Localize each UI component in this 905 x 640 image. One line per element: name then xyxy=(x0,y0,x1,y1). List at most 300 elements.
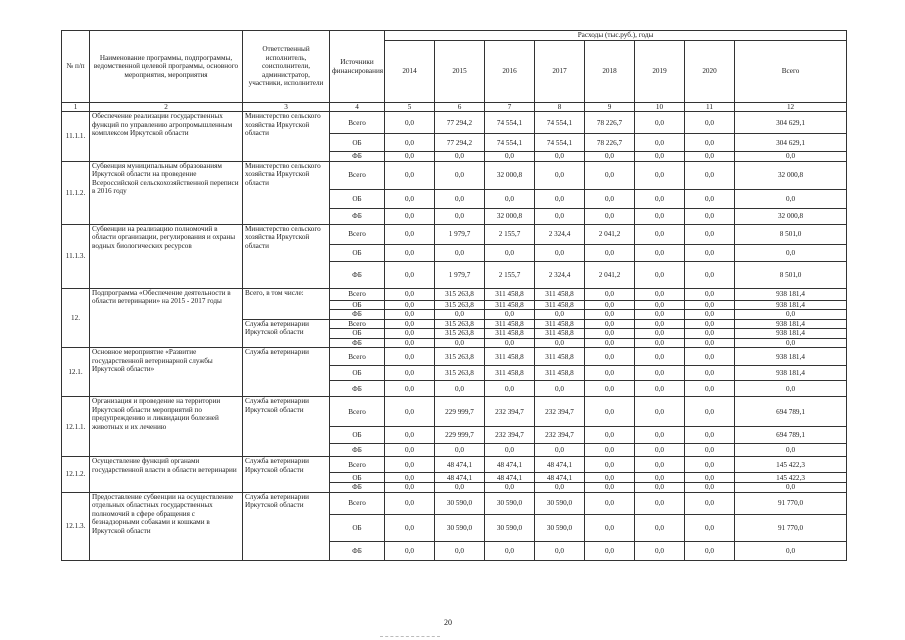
value-cell: 0,0 xyxy=(635,381,685,397)
value-cell: 2 155,7 xyxy=(485,224,535,244)
value-cell: 0,0 xyxy=(485,310,535,319)
value-cell: 229 999,7 xyxy=(435,397,485,427)
table-row xyxy=(62,161,847,189)
table-row xyxy=(62,112,847,134)
value-cell: 0,0 xyxy=(385,134,435,152)
value-cell: 0,0 xyxy=(385,224,435,244)
value-cell: 77 294,2 xyxy=(435,134,485,152)
source-cell: ОБ xyxy=(330,329,385,338)
value-cell: 0,0 xyxy=(435,444,485,457)
total-cell: 304 629,1 xyxy=(735,112,847,134)
value-cell: 0,0 xyxy=(385,112,435,134)
value-cell: 315 263,8 xyxy=(435,329,485,338)
row-name: Субвенция муниципальным образованиям Иркутской области на проведение Всероссийской сельскохозяйственной переписи в 2016 году xyxy=(90,161,243,224)
source-cell: ОБ xyxy=(330,134,385,152)
value-cell: 0,0 xyxy=(585,381,635,397)
value-cell: 0,0 xyxy=(635,134,685,152)
value-cell: 0,0 xyxy=(435,208,485,224)
value-cell: 0,0 xyxy=(535,161,585,189)
total-cell: 0,0 xyxy=(735,189,847,208)
value-cell: 0,0 xyxy=(535,244,585,261)
value-cell: 30 590,0 xyxy=(435,492,485,514)
value-cell: 2 155,7 xyxy=(485,261,535,288)
value-cell: 0,0 xyxy=(435,381,485,397)
value-cell: 0,0 xyxy=(635,457,685,473)
value-cell: 0,0 xyxy=(635,189,685,208)
value-cell: 315 263,8 xyxy=(435,300,485,309)
row-responsible: Служба ветеринарии Иркутской области xyxy=(243,319,330,347)
value-cell: 0,0 xyxy=(585,348,635,366)
value-cell: 0,0 xyxy=(585,457,635,473)
value-cell: 0,0 xyxy=(385,366,435,381)
value-cell: 1 979,7 xyxy=(435,224,485,244)
value-cell: 311 458,8 xyxy=(485,319,535,328)
total-cell: 0,0 xyxy=(735,541,847,560)
value-cell: 0,0 xyxy=(435,541,485,560)
value-cell: 0,0 xyxy=(435,338,485,347)
value-cell: 315 263,8 xyxy=(435,366,485,381)
value-cell: 0,0 xyxy=(635,483,685,492)
value-cell: 0,0 xyxy=(435,244,485,261)
header-year: 2019 xyxy=(635,41,685,103)
value-cell: 78 226,7 xyxy=(585,134,635,152)
row-code: 11.1.2. xyxy=(62,161,90,224)
source-cell: Всего xyxy=(330,492,385,514)
value-cell: 0,0 xyxy=(635,319,685,328)
total-cell: 938 181,4 xyxy=(735,348,847,366)
value-cell: 0,0 xyxy=(385,338,435,347)
source-cell: Всего xyxy=(330,457,385,473)
row-name: Организация и проведение на территории Иркутской области мероприятий по предупреждению и ликвидации болезней животных и их лечению xyxy=(90,397,243,457)
budget-table xyxy=(61,30,847,561)
value-cell: 0,0 xyxy=(635,427,685,444)
value-cell: 0,0 xyxy=(685,348,735,366)
total-cell: 0,0 xyxy=(735,381,847,397)
column-number: 12 xyxy=(735,103,847,112)
value-cell: 0,0 xyxy=(685,492,735,514)
header-year: 2018 xyxy=(585,41,635,103)
column-number: 3 xyxy=(243,103,330,112)
total-cell: 32 000,8 xyxy=(735,208,847,224)
value-cell: 311 458,8 xyxy=(535,300,585,309)
row-responsible: Служба ветеринарии Иркутской области xyxy=(243,397,330,457)
value-cell: 0,0 xyxy=(535,541,585,560)
value-cell: 0,0 xyxy=(635,112,685,134)
value-cell: 74 554,1 xyxy=(485,112,535,134)
header-expenses: Расходы (тыс.руб.), годы xyxy=(385,31,847,41)
value-cell: 0,0 xyxy=(685,473,735,483)
value-cell: 0,0 xyxy=(635,348,685,366)
value-cell: 48 474,1 xyxy=(485,457,535,473)
row-code: 12.1. xyxy=(62,348,90,397)
value-cell: 0,0 xyxy=(635,492,685,514)
value-cell: 311 458,8 xyxy=(485,300,535,309)
value-cell: 0,0 xyxy=(385,348,435,366)
value-cell: 0,0 xyxy=(585,300,635,309)
row-responsible: Министерство сельского хозяйства Иркутской области xyxy=(243,161,330,224)
value-cell: 0,0 xyxy=(535,152,585,161)
value-cell: 0,0 xyxy=(435,310,485,319)
value-cell: 30 590,0 xyxy=(435,514,485,541)
value-cell: 0,0 xyxy=(685,224,735,244)
value-cell: 0,0 xyxy=(635,224,685,244)
value-cell: 311 458,8 xyxy=(535,366,585,381)
value-cell: 0,0 xyxy=(535,444,585,457)
value-cell: 0,0 xyxy=(385,310,435,319)
value-cell: 0,0 xyxy=(585,161,635,189)
row-responsible: Министерство сельского хозяйства Иркутской области xyxy=(243,224,330,288)
value-cell: 0,0 xyxy=(385,514,435,541)
row-responsible: Служба ветеринарии Иркутской области xyxy=(243,457,330,492)
value-cell: 0,0 xyxy=(385,492,435,514)
total-cell: 304 629,1 xyxy=(735,134,847,152)
value-cell: 0,0 xyxy=(635,310,685,319)
value-cell: 0,0 xyxy=(485,338,535,347)
value-cell: 232 394,7 xyxy=(535,397,585,427)
value-cell: 0,0 xyxy=(635,473,685,483)
source-cell: ФБ xyxy=(330,444,385,457)
column-number: 5 xyxy=(385,103,435,112)
row-name: Основное мероприятие «Развитие государственной ветеринарной службы Иркутской области» xyxy=(90,348,243,397)
value-cell: 0,0 xyxy=(585,152,635,161)
value-cell: 0,0 xyxy=(485,541,535,560)
value-cell: 311 458,8 xyxy=(535,288,585,300)
source-cell: Всего xyxy=(330,348,385,366)
source-cell: Всего xyxy=(330,112,385,134)
row-code: 12. xyxy=(62,288,90,347)
value-cell: 0,0 xyxy=(635,244,685,261)
value-cell: 311 458,8 xyxy=(485,366,535,381)
value-cell: 0,0 xyxy=(635,541,685,560)
value-cell: 1 979,7 xyxy=(435,261,485,288)
value-cell: 0,0 xyxy=(585,319,635,328)
table-row xyxy=(62,457,847,473)
row-name: Осуществление функций органами государственной власти в области ветеринарии xyxy=(90,457,243,492)
value-cell: 0,0 xyxy=(685,541,735,560)
value-cell: 0,0 xyxy=(385,483,435,492)
column-number: 7 xyxy=(485,103,535,112)
header-name: Наименование программы, подпрограммы, ведомственной целевой программы, основного мероприятия, мероприятия xyxy=(90,31,243,103)
total-cell: 91 770,0 xyxy=(735,514,847,541)
source-cell: ОБ xyxy=(330,244,385,261)
value-cell: 0,0 xyxy=(585,444,635,457)
value-cell: 0,0 xyxy=(385,189,435,208)
value-cell: 0,0 xyxy=(685,310,735,319)
total-cell: 0,0 xyxy=(735,338,847,347)
value-cell: 0,0 xyxy=(385,152,435,161)
value-cell: 232 394,7 xyxy=(485,427,535,444)
value-cell: 32 000,8 xyxy=(485,161,535,189)
value-cell: 0,0 xyxy=(585,473,635,483)
column-number: 4 xyxy=(330,103,385,112)
source-cell: ОБ xyxy=(330,189,385,208)
value-cell: 0,0 xyxy=(585,397,635,427)
value-cell: 0,0 xyxy=(685,208,735,224)
source-cell: ФБ xyxy=(330,338,385,347)
value-cell: 311 458,8 xyxy=(485,329,535,338)
column-number: 10 xyxy=(635,103,685,112)
value-cell: 0,0 xyxy=(585,514,635,541)
value-cell: 0,0 xyxy=(585,427,635,444)
value-cell: 48 474,1 xyxy=(535,473,585,483)
header-num: № п/п xyxy=(62,31,90,103)
value-cell: 48 474,1 xyxy=(535,457,585,473)
source-cell: Всего xyxy=(330,161,385,189)
value-cell: 0,0 xyxy=(635,152,685,161)
source-cell: Всего xyxy=(330,288,385,300)
value-cell: 32 000,8 xyxy=(485,208,535,224)
total-cell: 938 181,4 xyxy=(735,329,847,338)
value-cell: 0,0 xyxy=(385,427,435,444)
value-cell: 311 458,8 xyxy=(535,348,585,366)
column-number: 11 xyxy=(685,103,735,112)
value-cell: 0,0 xyxy=(535,208,585,224)
source-cell: ФБ xyxy=(330,152,385,161)
value-cell: 229 999,7 xyxy=(435,427,485,444)
value-cell: 0,0 xyxy=(535,189,585,208)
total-cell: 8 501,0 xyxy=(735,224,847,244)
value-cell: 30 590,0 xyxy=(535,514,585,541)
column-number: 2 xyxy=(90,103,243,112)
value-cell: 315 263,8 xyxy=(435,348,485,366)
value-cell: 232 394,7 xyxy=(535,427,585,444)
value-cell: 0,0 xyxy=(685,338,735,347)
source-cell: ФБ xyxy=(330,541,385,560)
value-cell: 0,0 xyxy=(685,514,735,541)
value-cell: 0,0 xyxy=(685,319,735,328)
value-cell: 0,0 xyxy=(485,483,535,492)
table-row xyxy=(62,348,847,366)
value-cell: 0,0 xyxy=(685,381,735,397)
row-code: 12.1.2. xyxy=(62,457,90,492)
value-cell: 0,0 xyxy=(435,189,485,208)
value-cell: 48 474,1 xyxy=(485,473,535,483)
source-cell: ФБ xyxy=(330,310,385,319)
value-cell: 30 590,0 xyxy=(535,492,585,514)
table-row xyxy=(62,224,847,244)
total-cell: 0,0 xyxy=(735,444,847,457)
source-cell: ОБ xyxy=(330,427,385,444)
value-cell: 0,0 xyxy=(385,444,435,457)
value-cell: 315 263,8 xyxy=(435,288,485,300)
header-responsible: Ответственный исполнитель, соисполнители, администратор, участники, исполнители xyxy=(243,31,330,103)
value-cell: 0,0 xyxy=(535,310,585,319)
value-cell: 0,0 xyxy=(635,261,685,288)
column-number: 6 xyxy=(435,103,485,112)
value-cell: 315 263,8 xyxy=(435,319,485,328)
value-cell: 0,0 xyxy=(685,444,735,457)
value-cell: 0,0 xyxy=(585,208,635,224)
page-number: 20 xyxy=(444,618,452,627)
row-responsible: Служба ветеринарии xyxy=(243,348,330,397)
header-year: 2016 xyxy=(485,41,535,103)
value-cell: 0,0 xyxy=(585,310,635,319)
value-cell: 0,0 xyxy=(385,397,435,427)
value-cell: 30 590,0 xyxy=(485,492,535,514)
value-cell: 0,0 xyxy=(685,161,735,189)
column-number: 8 xyxy=(535,103,585,112)
value-cell: 78 226,7 xyxy=(585,112,635,134)
value-cell: 311 458,8 xyxy=(535,329,585,338)
value-cell: 0,0 xyxy=(535,338,585,347)
scan-artifact xyxy=(380,636,440,638)
table-row xyxy=(62,288,847,300)
source-cell: ФБ xyxy=(330,381,385,397)
header-sources: Источники финансирования xyxy=(330,31,385,103)
value-cell: 74 554,1 xyxy=(535,134,585,152)
header-total: Всего xyxy=(735,41,847,103)
source-cell: ФБ xyxy=(330,483,385,492)
column-number-row xyxy=(62,103,847,112)
value-cell: 0,0 xyxy=(535,381,585,397)
value-cell: 0,0 xyxy=(385,541,435,560)
source-cell: Всего xyxy=(330,224,385,244)
value-cell: 0,0 xyxy=(535,483,585,492)
value-cell: 0,0 xyxy=(635,329,685,338)
value-cell: 77 294,2 xyxy=(435,112,485,134)
row-code: 11.1.1. xyxy=(62,112,90,161)
row-name: Подпрограмма «Обеспечение деятельности в области ветеринарии» на 2015 - 2017 годы xyxy=(90,288,243,347)
value-cell: 0,0 xyxy=(685,397,735,427)
value-cell: 0,0 xyxy=(435,161,485,189)
row-responsible: Служба ветеринарии Иркутской области xyxy=(243,492,330,560)
value-cell: 0,0 xyxy=(685,483,735,492)
table-body xyxy=(62,103,847,561)
value-cell: 0,0 xyxy=(585,288,635,300)
value-cell: 0,0 xyxy=(385,300,435,309)
source-cell: ФБ xyxy=(330,208,385,224)
total-cell: 145 422,3 xyxy=(735,457,847,473)
total-cell: 0,0 xyxy=(735,310,847,319)
total-cell: 938 181,4 xyxy=(735,366,847,381)
total-cell: 938 181,4 xyxy=(735,319,847,328)
value-cell: 0,0 xyxy=(435,152,485,161)
total-cell: 91 770,0 xyxy=(735,492,847,514)
value-cell: 0,0 xyxy=(385,261,435,288)
value-cell: 0,0 xyxy=(585,244,635,261)
value-cell: 0,0 xyxy=(485,152,535,161)
source-cell: ОБ xyxy=(330,366,385,381)
value-cell: 0,0 xyxy=(385,473,435,483)
row-name: Субвенции на реализацию полномочий в области организации, регулирования и охраны водных биологических ресурсов xyxy=(90,224,243,288)
total-cell: 0,0 xyxy=(735,152,847,161)
value-cell: 0,0 xyxy=(685,366,735,381)
value-cell: 0,0 xyxy=(685,152,735,161)
total-cell: 0,0 xyxy=(735,483,847,492)
value-cell: 2 324,4 xyxy=(535,261,585,288)
total-cell: 8 501,0 xyxy=(735,261,847,288)
total-cell: 0,0 xyxy=(735,244,847,261)
value-cell: 0,0 xyxy=(385,319,435,328)
value-cell: 0,0 xyxy=(685,189,735,208)
row-responsible: Министерство сельского хозяйства Иркутской области xyxy=(243,112,330,161)
value-cell: 311 458,8 xyxy=(485,348,535,366)
value-cell: 48 474,1 xyxy=(435,473,485,483)
value-cell: 2 041,2 xyxy=(585,224,635,244)
value-cell: 0,0 xyxy=(585,492,635,514)
total-cell: 938 181,4 xyxy=(735,300,847,309)
value-cell: 0,0 xyxy=(385,208,435,224)
value-cell: 0,0 xyxy=(685,288,735,300)
row-code: 12.1.3. xyxy=(62,492,90,560)
row-name: Обеспечение реализации государственных функций по управлению агропромышленным комплексом Иркутской области xyxy=(90,112,243,161)
value-cell: 0,0 xyxy=(385,288,435,300)
value-cell: 311 458,8 xyxy=(535,319,585,328)
table-row xyxy=(62,397,847,427)
value-cell: 0,0 xyxy=(585,329,635,338)
value-cell: 74 554,1 xyxy=(535,112,585,134)
row-code: 12.1.1. xyxy=(62,397,90,457)
value-cell: 0,0 xyxy=(435,483,485,492)
total-cell: 32 000,8 xyxy=(735,161,847,189)
source-cell: Всего xyxy=(330,319,385,328)
value-cell: 0,0 xyxy=(635,208,685,224)
value-cell: 311 458,8 xyxy=(485,288,535,300)
total-cell: 145 422,3 xyxy=(735,473,847,483)
value-cell: 0,0 xyxy=(485,244,535,261)
value-cell: 2 041,2 xyxy=(585,261,635,288)
column-number: 1 xyxy=(62,103,90,112)
value-cell: 0,0 xyxy=(385,329,435,338)
value-cell: 0,0 xyxy=(585,366,635,381)
source-cell: ОБ xyxy=(330,514,385,541)
value-cell: 2 324,4 xyxy=(535,224,585,244)
value-cell: 232 394,7 xyxy=(485,397,535,427)
value-cell: 0,0 xyxy=(685,134,735,152)
column-number: 9 xyxy=(585,103,635,112)
header-year: 2020 xyxy=(685,41,735,103)
value-cell: 0,0 xyxy=(585,189,635,208)
header-year: 2014 xyxy=(385,41,435,103)
row-responsible: Всего, в том числе: xyxy=(243,288,330,319)
table-row xyxy=(62,492,847,514)
header-year: 2017 xyxy=(535,41,585,103)
value-cell: 0,0 xyxy=(635,338,685,347)
value-cell: 0,0 xyxy=(685,244,735,261)
source-cell: ФБ xyxy=(330,261,385,288)
source-cell: ОБ xyxy=(330,473,385,483)
value-cell: 0,0 xyxy=(635,514,685,541)
value-cell: 0,0 xyxy=(685,457,735,473)
value-cell: 0,0 xyxy=(485,189,535,208)
value-cell: 0,0 xyxy=(635,300,685,309)
value-cell: 0,0 xyxy=(585,338,635,347)
value-cell: 74 554,1 xyxy=(485,134,535,152)
value-cell: 0,0 xyxy=(385,381,435,397)
value-cell: 30 590,0 xyxy=(485,514,535,541)
source-cell: ОБ xyxy=(330,300,385,309)
value-cell: 0,0 xyxy=(685,427,735,444)
value-cell: 0,0 xyxy=(635,161,685,189)
value-cell: 48 474,1 xyxy=(435,457,485,473)
value-cell: 0,0 xyxy=(485,381,535,397)
value-cell: 0,0 xyxy=(635,366,685,381)
source-cell: Всего xyxy=(330,397,385,427)
total-cell: 694 789,1 xyxy=(735,427,847,444)
row-name: Предоставление субвенции на осуществление отдельных областных государственных полномочий в сфере обращения с безнадзорными собаками и кошками в Иркутской области xyxy=(90,492,243,560)
value-cell: 0,0 xyxy=(385,457,435,473)
total-cell: 694 789,1 xyxy=(735,397,847,427)
value-cell: 0,0 xyxy=(635,397,685,427)
value-cell: 0,0 xyxy=(685,329,735,338)
header-year: 2015 xyxy=(435,41,485,103)
value-cell: 0,0 xyxy=(485,444,535,457)
row-code: 11.1.3. xyxy=(62,224,90,288)
total-cell: 938 181,4 xyxy=(735,288,847,300)
value-cell: 0,0 xyxy=(385,161,435,189)
value-cell: 0,0 xyxy=(635,444,685,457)
value-cell: 0,0 xyxy=(635,288,685,300)
